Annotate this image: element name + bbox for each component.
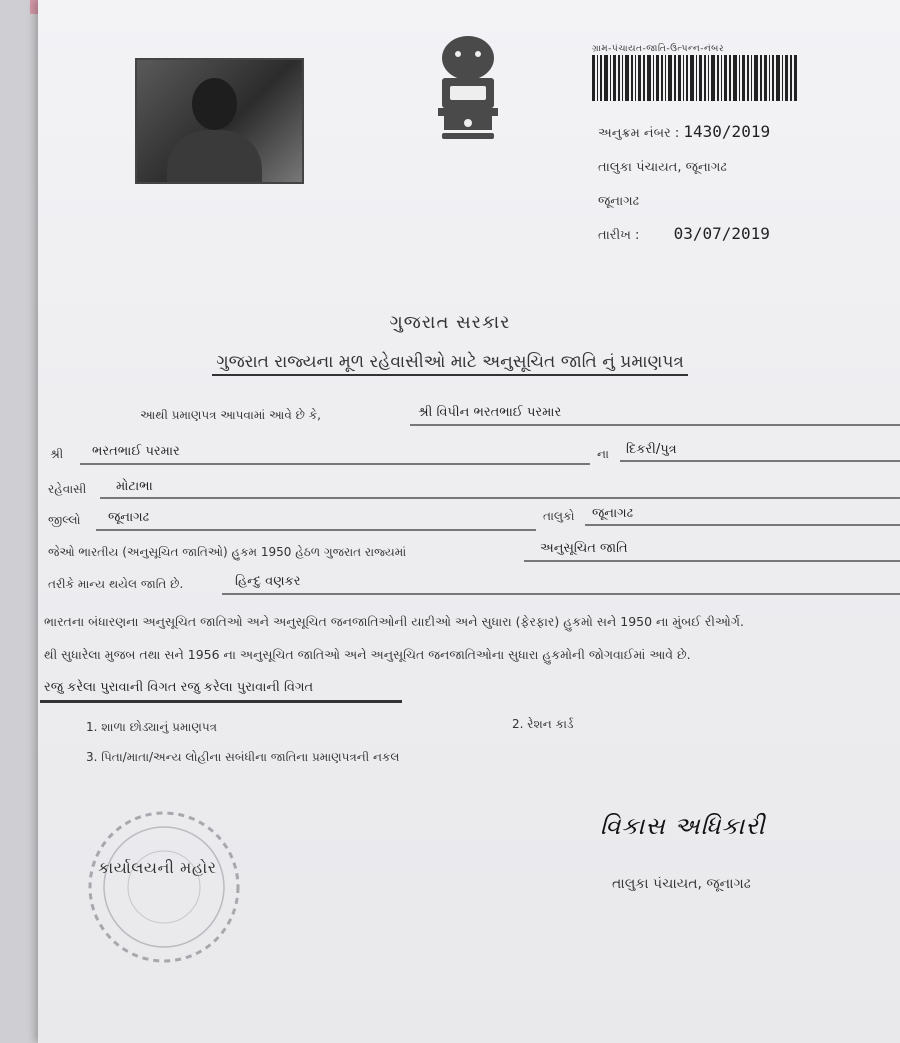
office-line-1: તાલુકા પંચાયત, જૂનાગઢ — [598, 160, 727, 175]
father-label: શ્રી — [50, 447, 64, 461]
name-line — [410, 424, 900, 426]
district-value: જૂનાગઢ — [108, 510, 150, 525]
evidence-heading: રજુ કરેલા પુરાવાની વિગત રજુ કરેલા પુરાવાની વિગત — [44, 680, 314, 695]
caste-label: જેઓ ભારતીય (અનુસૂચિત જાતિઓ) હુકમ 1950 હેઠળ ગુજરાત રાજ્યમાં — [48, 545, 407, 559]
office-line-2: જૂનાગઢ — [598, 194, 640, 209]
taluka-line — [585, 524, 900, 526]
evidence-item-1: 1. શાળા છોડ્યાનું પ્રમાણપત્ર — [86, 720, 218, 734]
certificate-title: ગુજરાત રાજ્યના મૂળ રહેવાસીઓ માટે અનુસૂચિત જાતિ નું પ્રમાણપત્ર — [0, 352, 900, 372]
father-line — [80, 463, 590, 465]
father-name: ભરતભાઈ પરમાર — [92, 444, 180, 459]
issue-date: તારીખ : 03/07/2019 — [598, 224, 770, 243]
evidence-item-2: 2. રેશન કાર્ડ — [512, 717, 574, 731]
caste-value: અનુસૂચિત જાતિ — [540, 541, 628, 556]
barcode-number: ગ્રામ-પંચાયત-જાતિ-ઉત્પન્ન-નંબર — [592, 44, 725, 54]
district-line — [96, 529, 536, 531]
legal-paragraph-line-2: થી સુધારેલા મુજબ તથા સને 1956 ના અનુસૂચિત જાતિઓ અને અનુસૂચિત જનજાતિઓના સુધારા હુકમોની જોગવાઈમાં આવે છે. — [44, 647, 691, 662]
village-label: રહેવાસી — [48, 482, 87, 496]
relation-label: ના — [597, 447, 609, 461]
office-seal — [84, 807, 244, 967]
applicant-name: શ્રી વિપીન ભરતભાઈ પરમાર — [418, 405, 562, 420]
district-label: જીલ્લો — [48, 513, 81, 527]
national-emblem-icon — [428, 30, 508, 145]
certificate-number: અનુક્રમ નંબર : 1430/2019 — [598, 122, 771, 141]
relation-line — [620, 460, 900, 462]
signature: વિકાસ અધિકારી — [600, 812, 766, 840]
subcaste-value: હિન્દુ વણકર — [235, 574, 301, 589]
seal-text: કાર્યાલયની મહોર — [98, 858, 217, 877]
village-line — [100, 497, 900, 499]
applicant-photo — [135, 58, 304, 184]
village-value: મોટાભા — [116, 479, 153, 494]
relation-value: દિકરી/પુત્ર — [626, 442, 677, 457]
taluka-value: જૂનાગઢ — [592, 506, 634, 521]
subcaste-line — [222, 593, 900, 595]
subcaste-label: તરીકે માન્ય થયેલ જાતિ છે. — [48, 577, 184, 591]
evidence-underline — [40, 700, 402, 703]
evidence-item-3: 3. પિતા/માતા/અન્ય લોહીના સબંધીના જાતિના પ્રમાણપત્રની નકલ — [86, 750, 400, 764]
cert-intro-label: આથી પ્રમાણપત્ર આપવામાં આવે છે કે, — [140, 408, 321, 422]
taluka-label: તાલુકો — [543, 509, 575, 523]
legal-paragraph-line-1: ભારતના બંધારણના અનુસૂચિત જાતિઓ અને અનુસૂચિત જનજાતિઓની યાદીઓ અને સુધારા (ફેરફાર) હુકમો સને 1950 ના મુંબઈ રીઓર્ગ. — [44, 614, 744, 629]
caste-line — [524, 560, 900, 562]
barcode — [592, 55, 797, 101]
government-title: ગુજરાત સરકાર — [389, 312, 511, 333]
signatory-office: તાલુકા પંચાયત, જૂનાગઢ — [612, 876, 751, 892]
